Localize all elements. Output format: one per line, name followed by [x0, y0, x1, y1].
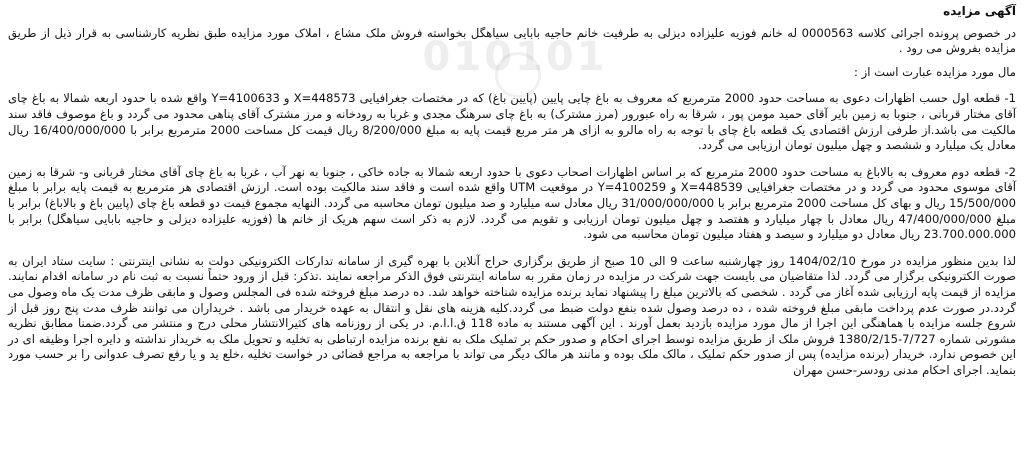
auction-item-2: 2- قطعه دوم معروف به بالاباغ به مساحت حدود 2000 مترمربع که بر اساس اظهارات اصحاب دعوی با حدود اربعه شمالا به جاده خاکی ، جنوبا به نهر آب ، غربا به باغ چای آقای مختار قربانی و- شرقا به زمین آقای موسوی محدود می گردد و در مختصات جغرافیایی X=448539 و Y=4100259 در موقعیت UTM واقع شده است و فاقد سند مالکیت بوده است. ارزش اقتصادی هر مترمربع به قیمت پایه برابر با مبلغ 15/500/000 ریال و بهای کل مساحت 2000 مترمربع برابر با 31/000/000/000 ریال معادل سه میلیارد و صد میلیون تومان محاسبه می گردد. النهایه مجموع قیمت دو قطعه باغ چای (پایین باغ و بالاباغ) برابر با مبلغ 47/400/000/000 ریال معادل با چهار میلیارد و هفتصد و چهل میلیون تومان ارزیابی و تقویم می گردد. لازم به ذکر است سهم هریک از خانم ها (فوزیه علیزاده دیزلی و حاجیه بابایی سیاهگل) برابر با 23.700.000.000 ریال معادل دو میلیارد و سیصد و هفتاد میلیون تومان محاسبه می شود. — [8, 164, 1016, 242]
notice-title: آگهی مزایده — [943, 4, 1016, 18]
notice-closing: لذا بدین منظور مزایده در مورخ 1404/02/10 روز چهارشنبه ساعت 9 الی 10 صبح از طریق برگزاری حراج آنلاین با بهره گیری از سامانه تدارکات الکترونیکی دولت به نشانی اینترنتی : سایت ستاد ایران به صورت الکترونیکی برگزار می گردد. لذا متقاضیان می بایست جهت شرکت در مزایده در زمان مقرر به سامانه اینترنتی فوق الذکر مراجعه نمایند .تذکر: قبل از ورود حتماً نسبت به ثبت نام در سامانه اقدام نمایند. مزایده از قیمت پایه ارزیابی شده آغاز می گردد . شخصی که بالاترین مبلغ را پیشنهاد نماید برنده مزایده شناخته خواهد شد. ده درصد مبلغ فروخته شده فی المجلس وصول و مابقی ظرف مدت یک ماه وصول می گردد.در صورت عدم پرداخت مابقی مبلغ فروخته شده ، ده درصد وصول شده بنفع دولت ضبط می گردد.کلیه هزینه های نقل و انتقال به عهده خریدار می باشد . خریداران می توانند ظرف مدت پنج روز قبل از شروع جلسه مزایده با هماهنگی این اجرا از مال مورد مزایده بازدید بعمل آورند . این آگهی مستند به ماده 118 ق.ا.ا.م. در یکی از روزنامه های کثیرالانتشار محلی درج و منتشر می گردد.ضمنا مطابق نظریه مشورتی شماره 7/727-1380/2/15 فروش ملک از طریق مزایده توسط اجرای احکام و صدور حکم بر تملیک ملک به نفع برنده مزایده ارتباطی به تخلیه و تحویل ملک به خریدار نداشته و دایره اجرا وظیفه ای در این خصوص ندارد. خریدار (برنده مزایده) پس از صدور حکم تملیک ، مالک ملک بوده و مانند هر مالک دیگر می تواند با مراجعه به مراجع قضائی در خواست تخلیه ،خلع ید و یا رفع تصرف عدوانی را بر حسب مورد بنماید. اجرای احکام مدنی رودسر-حسن مهران — [8, 253, 1016, 377]
auction-item-1: 1- قطعه اول حسب اظهارات دعوی به مساحت حدود 2000 مترمربع که معروف به باغ چایی پایین (پایین باغ) که در مختصات جغرافیایی X=448573 و Y=4100633 واقع شده با حدود اربعه شمالا به باغ چای آقای مختار قربانی ، جنوبا به زمین بایر آقای حمید مومن پور ، شرقا به راه عبورور (مرز مشترک) به باغ چای سرهنگ مجدی و غربا به رودخانه و مرز مشترک آقای پناهی محدود می گردد و باغ موصوف فاقد سند مالکیت می باشد.از طرفی ارزش اقتصادی یک قطعه باغ چای با توجه به راه مالرو به ازای هر متر مربع قیمت پایه به مبلغ 8/200/000 ریال قیمت کل مساحت 2000 مترمربع برابر با 16/400/000/000 ریال معادل یک میلیارد و ششصد و چهل میلیون تومان ارزیابی می گردد. — [8, 91, 1016, 153]
notice-intro: در خصوص پرونده اجرائی کلاسه 0000563 له خانم فوزیه علیزاده دیزلی به طرفیت خانم حاجیه بابایی سیاهگل بخواسته فروش ملک مشاع ، املاک مورد مزایده طبق نظریه کارشناسی به قرار ذیل از طریق مزایده بفروش می رود . — [8, 25, 1017, 56]
notice-lead: مال مورد مزایده عبارت است از : — [854, 64, 1016, 79]
watermark-text: 010101 — [422, 34, 608, 80]
